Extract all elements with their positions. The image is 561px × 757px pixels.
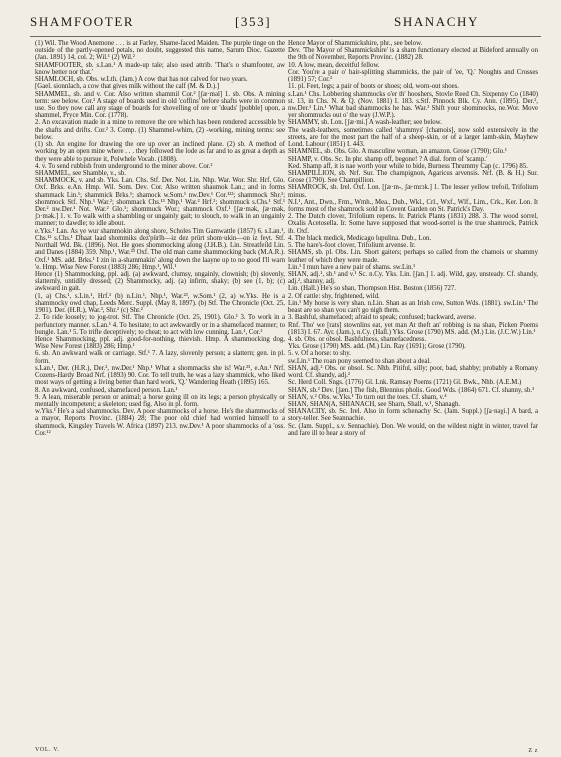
entry-paragraph: 2. An excavation made in a mine to remove the ore which has been rendered accessible by the shafts and drifts. Cor.² 3. Comp. (1) Shammel-whim, (2) -working, mining terms: see below.	[35, 119, 285, 141]
entry-paragraph: SHAMMEL, see Shamble, v., sb.	[35, 169, 126, 177]
entry-paragraph: Lin. (Hall.) He's so shan, Thompson Hist. Boston (1856) 727.	[288, 285, 457, 293]
entry-paragraph: SHAMROCK, sb. Irel. Oxf. Lon. [ʃæ·m-, ʃæ·mrɔk.] 1. The lesser yellow trefoil, Trifolium minus.	[288, 184, 538, 199]
entry-paragraph: Hence (1) Shammocking, ppl. adj. (a) awkward, clumsy, ungainly, clownish; (b) slovenly, slatternly, untidily dressed; (2) Shammocky, adj. (a) infirm, shaky; (b) see (1, b); (c) awkward in gait.	[35, 271, 285, 293]
left-column	[35, 40, 285, 753]
entry-paragraph: SHAMMEL, sb. and v. Cor. Also written shammil Cor.² [ʃæ·məl] 1. sb. Obs. A mining term: see below. Cor.² A stage of boards used in old 'coffins' before shafts were in common use. So they now call any stage of boards for shovelling of ore or 'deads' [pobble] upon, a shammel, Pryce Min. Cor. (1778).	[35, 90, 285, 120]
entry-paragraph: (1) sb. An engine for drawing the ore up over an inclined plane. (2) sb. A method of working by an open mine where . . . they followed the lode as far and to as great a depth as they were able to pursue it, Polwhele Vocab. (1808).	[35, 141, 285, 163]
entry-paragraph: Lin.¹ I mun have a new pair of shams. sw.Lin.¹	[288, 263, 416, 271]
entry-paragraph: (1, a) Chs.¹, s.Lin.¹, Hrf.² (b) n.Lin.¹, Nhp.¹, War.²³, w.Som.¹ (2, a) w.Yks. He is a shammocky owd chap, Leeds Merc. Suppl. (May 8, 1897). (b) Stf. The Chronicle (Oct. 25, 1901). Der. (H.R.), War.³, Shr.² (c) Shr.²	[35, 292, 285, 315]
entry-paragraph: w.Yks.¹ He's a sad shammocks. Dev. A poor shammocks of a horse. He's the shammocks of a mayor, Reports Provinc. (1884) 28; The poor old chief had worried himself to a shammock, Kingsley Travels W. Africa (1897) 213. nw.Dev.¹ A poor shammocks of a 'oss. Cor.¹²	[35, 408, 285, 437]
entry-paragraph: 2. Of cattle: shy, frightened, wild.	[288, 292, 380, 300]
page-number: [353]	[235, 14, 272, 29]
entry-paragraph: Sc. Herd Coll. Sngs. (1776) Gl. Lnk. Ramsay Poems (1721) Gl. Bwk., Nhb. (A.E.M.)	[288, 379, 522, 387]
entry-paragraph: SHAMP, v. Obs. Sc. In phr. shamp off, begone! ? A dial. form of 'scamp.'	[288, 155, 488, 163]
entry-paragraph: Sc. (Jam. Suppl., s.v. Sennachie). Don. We would, on the wildest night in winter, travel far and fare ill to hear a story of	[288, 422, 538, 437]
entry-paragraph: Cor. You're a pair o' hair-splitting shammicks, the pair of 'ee, 'Q.' Noughts and Crosses (1891) 57; Cor.³	[288, 68, 538, 84]
signature-mark: Z z	[528, 748, 538, 754]
entry-paragraph: SHAMS, sb. pl. Obs. Lin. Short gaiters; perhaps so called from the chamois or shammy leather of which they were made.	[288, 249, 538, 264]
entry-paragraph: (1) Wil. The Wood Anemone . . . is at Farley, Shame-faced Maiden. The purple tinge on the outside of the partly-opened petals, no doubt, suggested this name, Sarum Dioc. Gazette (Jan. 1891) 14, col. 2; Wil.¹ (2) Wil.²	[35, 40, 285, 62]
entry-paragraph: 5. The hare's-foot clover, Trifolium arvense. Ir.	[288, 242, 416, 250]
entry-paragraph: SHAN, SHAN(A, SHIANACH, see Sharn, Shall, v.¹, Shanagh.	[288, 400, 461, 408]
header-first-word: SHAMFOOTER	[30, 14, 135, 29]
entry-paragraph: SHAN, v.² Obs. w.Yks.¹ To turn out the toes. Cf. sham, v.⁴	[288, 393, 447, 401]
entry-paragraph: [Gael. sionnlach, a cow that gives milk without the calf (M. & D.).]	[35, 83, 220, 91]
entry-paragraph: SHAMMY, sb. Lon. [ʃæ·mi.] A wash-leather; see below.	[288, 119, 442, 127]
entry-paragraph: 5. v. Of a horse: to shy.	[288, 350, 351, 358]
entry-paragraph: SHAN, sb.² Dev. [ʃæn.] The fish, Blennius pholis. Good Wds. (1864) 671. Cf. shanny, sb.³	[288, 386, 535, 394]
entry-paragraph: SHANACIIY, sb. Sc. Irel. Also in form schenachy Sc. (Jam. Suppl.) [ʃa·nəχi.] A bard, a story-teller. See Seannachie.	[288, 408, 538, 423]
entry-paragraph: SHAMLOCH, sb. Obs. w.Lth. (Jam.) A cow that has not calved for two years.	[35, 76, 248, 84]
entry-paragraph: Hence Shammocking, ppl. adj. good-for-nothing, thievish. Hmp. A shammocking dog, Wise New Forest (1883) 286; Hmp.¹	[35, 335, 285, 351]
entry-paragraph: SHAMNEL, sb. Obs. Glo. A masculine woman, an amazon. Grose (1790); Glo.¹	[288, 148, 507, 156]
right-column	[288, 40, 538, 754]
entry-paragraph: e.Yks.¹ Lan. As ye wur shammokin along shore, Scholes Tim Gamwattle (1857) 6. s.Lan.¹, Chs.¹³ s.Chs.¹ Dhaat laad shommiks dez'pürlh—iz dez prürt shom·ukin—on iz feyt. Stf. Northall Wd. Bk. (1896). Not. He goes shommocking along (J.H.B.). Lin. Streatfeild Lin. and Danes (1884) 359. Nhp.¹, War.²³ Oxf. The old man came shammocking back (M.A.R.). Oxf.¹ MS. add. Brks.¹ I zin in a-shammakin' along down the laayne up to no good I'll warn 'e. Hmp. Wise New Forest (1883) 286; Hmp.¹, Wil.¹	[35, 227, 285, 271]
entry-paragraph: Yks. Grose (1790) MS. add. (M.) Lin. Ray (1691); Grose (1790).	[288, 343, 466, 351]
entry-paragraph: sw.Lin.¹ The roan pony seemed to shan about a deal.	[288, 357, 431, 365]
entry-paragraph: Ked. Shamp aff, it is nae worth your while to bide, Burness Thrummy Cap (c. 1796) 85.	[288, 162, 528, 170]
running-header	[30, 14, 541, 36]
header-last-word: SHANACHY	[394, 14, 480, 29]
entry-paragraph: SHAMPILLION, sb. Nrf. Sur. The champignon, Agaricus arvensis. Nrf. (B. & H.) Sur. Grose (1790). See Champillion.	[288, 169, 538, 185]
entry-paragraph: N.I.¹, Ant., Dwn., Frm., Wmh., Mea., Dub., Wkl., Crl., Wxf., Wlf., Lim., Crk., Ker. Lon. It forms most of the shamrock sold in Covent Garden on St. Patrick's Day.	[288, 198, 538, 214]
entry-paragraph: 10. A low, mean, deceitful fellow.	[288, 61, 380, 69]
header-rule	[30, 36, 541, 37]
entry-paragraph: SHAN, adj.¹, sb.¹ and v.¹ Sc. n.Cy. Yks. Lin. [ʃan.] 1. adj. Wild, gay, unsteady. Cf. shandy, adj.², shanny, adj.	[288, 271, 538, 286]
entry-paragraph: 11. pl. Feet, legs; a pair of boots or shoes; old, worn-out shoes.	[288, 83, 459, 91]
volume-mark: VOL. V.	[35, 747, 60, 753]
entry-paragraph: 6. sb. An awkward walk or carriage. Stf.¹ 7. A lazy, slovenly person; a slattern; gen. in pl. form.	[35, 350, 285, 365]
entry-paragraph: SHAN, adj.² Obs. or obsol. Sc. Nhb. Pitiful, silly; poor, bad, shabby; probably a Romany word. Cf. shandy, adj.²	[288, 364, 538, 380]
entry-paragraph: 9. A lean, miserable person or animal; a horse going ill on its legs; a person physically or mentally incompetent; a skeleton; used fig. Also in pl. form.	[35, 393, 285, 408]
entry-paragraph: 2. The Dutch clover, Trifolium repens. Ir. Patrick Plants (1831) 288. 3. The wood sorrel, Oxalis Acetosella. Ir. Some have supposed that wood-sorrel is the true shamrock, Patrick ib. Oxf.	[288, 213, 538, 235]
entry-paragraph: 8. An awkward, confused, shamefaced person. Lan.¹	[35, 386, 178, 394]
entry-paragraph: The wash-leathers, sometimes called 'shammys' [chamois], now sold extensively in the streets, are for the most part the half of a sheep-skin, or of a larger lamb-skin, Mayhew Lond. Labour (1851) I. 443.	[288, 126, 538, 149]
entry-paragraph: s.Lan.¹, Der. (H.R.), Der.², nw.Der.¹ Nhp.¹ What a shommacks she is! War.²³, e.An.¹ Nrf. Cozens-Hardy Broad Nrf. (1893) 90. Cor. To tell truth, he was a lazy shammick, who liked most ways of getting a living better than hard work, 'Q.' Wandering Heath (1895) 165.	[35, 364, 285, 387]
entry-paragraph: Lin.¹ My horse is very shan. n.Lin. Shan as an Irish cow, Sutton Wds. (1881). sw.Lin.¹ The beast are so shan you can't go nigh them.	[288, 299, 538, 315]
entry-paragraph: 4. The black medick, Medicago lupulina. Dub., Lon.	[288, 234, 432, 242]
entry-paragraph: SHAMMOCK, v. and sb. Yks. Lan. Chs. Stf. Der. Not. Lin. Nhp. War. Wor. Shr. Hrf. Glo. Oxf. Brks. e.An. Hmp. Wil. Som. Dev. Cor. Also written shaumok Lan.; and in forms shammack Lin.¹; shammick Brks.¹; shamock w.Som.¹ nw.Dev.¹ Cor.¹²³; shammock Shr.²; shommock Stf. Nhp.¹ War.²; shommack Chs.¹³ Nhp.¹ War.² Hrf.²; shommuck s.Chs.¹ Stf.¹ Der.² nw.Der.¹ Not. War.² Glo.¹; shommuck Wor.; shammock Oxf.¹ [ʃæ·mək, ʃæ·mək, ʃɔ·mək.] 1. v. To walk with a shambling or ungainly gait; to slouch, to walk in an ungainly manner; to dawdle; to idle about.	[35, 177, 285, 228]
entry-paragraph: s.Lan.¹ Chs. Lobbering shammocks o'er th' hooshers, Stovle Reed Ch. Sixpenny Co (1840) st. 13, in Chs. N. & Q. (Nov. 1881) I. 183. s.Stf. Pinnock Blk. Cy. Ann. (1895). Der.², nw.Der.¹ Lin.¹ What bad shammocks he has. War.² Shift your shommocks, ne.Wor. Move yer shommucks out o' the way (J.W.P.).	[288, 90, 538, 120]
entry-paragraph: Hence Mayor of Shammickshire, phr., see below.	[288, 40, 423, 47]
entry-paragraph: Rnf. Tho' we [rats] stownlins eat, yet man At theft an' robbing is na shan, Picken Poems (1813) I. 67. Ayr. (Jam.), n.Cy. (Hall.) Yks. Grose (1790) MS. add. (M.) Lin. (J.C.W.) Lin.¹	[288, 321, 538, 336]
entry-paragraph: SHAMFOOTER, sb. s.Lan.¹ A made-up tale; also used attrib. 'That's o shamfooter, aw know better nor that.'	[35, 61, 285, 76]
entry-paragraph: 4. v. To send rubbish from underground to the miner above. Cor.²	[35, 162, 213, 170]
entry-paragraph: 4. sb. Obs. or obsol. Bashfulness, shamefacedness.	[288, 335, 427, 343]
entry-paragraph: 2. To ride loosely; to jog-trot. Stf. The Chronicle (Oct. 25, 1901). Glo.¹ 3. To work in a perfunctory manner. s.Lan.¹ 4. To hesitate; to act awkwardly or in a shamefaced manner; to bungle. Lan.¹ 5. To trifle deceptively; to cheat; to act with low cunning. Lan.¹, Cor.²	[35, 314, 285, 336]
entry-paragraph: Dev. 'The Mayor of Shammickshire' is a sham functionary elected at Bideford annually on the 9th of November, Reports Provinc. (1882) 28.	[288, 47, 538, 62]
entry-paragraph: 3. Bashful, shamefaced; afraid to speak; confused; backward, averse.	[288, 314, 477, 322]
